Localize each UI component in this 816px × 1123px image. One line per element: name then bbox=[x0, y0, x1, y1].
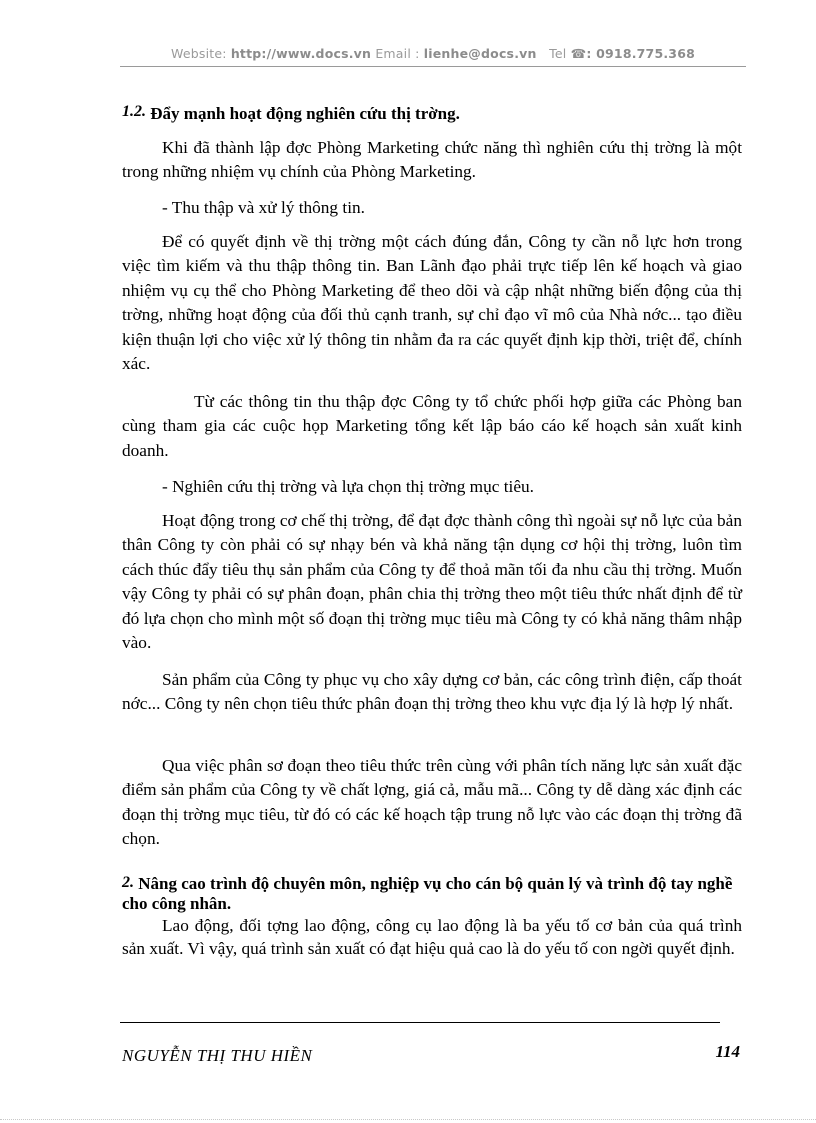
phone-number: : 0918.775.368 bbox=[586, 46, 695, 61]
footer-divider bbox=[120, 1022, 720, 1023]
page-header bbox=[120, 46, 746, 61]
author-name: NGUYỄN THỊ THU HIỀN bbox=[122, 1046, 313, 1065]
section-heading-1 bbox=[122, 104, 460, 124]
email-address[interactable]: lienhe@docs.vn bbox=[423, 46, 537, 61]
section-title: Nâng cao trình độ chuyên môn, nghiệp vụ cho cán bộ quản lý và trình độ tay nghề cho công nhân. bbox=[122, 874, 733, 913]
paragraph: Sản phẩm của Công ty phục vụ cho xây dựng cơ bản, các công trình điện, cấp thoát nớc... Công ty nên chọn tiêu thức phân đoạn thị trờng theo khu vực địa lý là hợp lý nhất. bbox=[122, 670, 742, 714]
website-url[interactable]: http://www.docs.vn bbox=[230, 46, 372, 61]
tel-label: Tel bbox=[549, 46, 567, 61]
paragraph: Qua việc phân sơ đoạn theo tiêu thức trên cùng với phân tích năng lực sản xuất đặc điểm sản phẩm của Công ty về chất lợng, giá cả, mẫu mã... Công ty dễ dàng xác định các đoạn thị trờng mục tiêu, từ đó có các kế hoạch tập trung nỗ lực vào các đoạn thị trờng đã chọn. bbox=[122, 756, 742, 849]
paragraph: Từ các thông tin thu thập đợc Công ty tổ chức phối hợp giữa các Phòng ban cùng tham gia các cuộc họp Marketing tổng kết lập báo cáo kế hoạch sản xuất kinh doanh. bbox=[122, 392, 742, 460]
page-bottom-border bbox=[0, 1119, 816, 1120]
page-number: 114 bbox=[715, 1042, 740, 1061]
paragraph: Để có quyết định về thị trờng một cách đúng đắn, Công ty cần nỗ lực hơn trong việc tìm kiếm và thu thập thông tin. Ban Lãnh đạo phải trực tiếp lên kế hoạch và giao nhiệm vụ cụ thể cho Phòng Marketing để theo dõi và cập nhật những biến động của thị trờng, những hoạt động của đối thủ cạnh tranh, sự chỉ đạo vĩ mô của Nhà nớc... tạo điều kiện thuận lợi cho việc xử lý thông tin nhằm đa ra các quyết định kịp thời, triệt để, chính xác. bbox=[122, 232, 742, 374]
paragraph: Khi đã thành lập đợc Phòng Marketing chức năng thì nghiên cứu thị trờng là một trong những nhiệm vụ chính của Phòng Marketing. bbox=[122, 138, 742, 182]
paragraph: Hoạt động trong cơ chế thị trờng, để đạt đợc thành công thì ngoài sự nỗ lực của bản thân Công ty còn phải có sự nhạy bén và khả năng tận dụng cơ hội thị trờng, luôn tìm cách thúc đẩy tiêu thụ sản phẩm của Công ty để thoả mãn tối đa nhu cầu thị trờng. Muốn vậy Công ty phải có sự phân đoạn, phân chia thị trờng theo một tiêu thức nhất định để từ đó lựa chọn cho mình một số đoạn thị trờng mục tiêu mà Công ty có khả năng thâm nhập vào. bbox=[122, 511, 742, 653]
header-divider bbox=[120, 66, 746, 67]
paragraph: Lao động, đối tợng lao động, công cụ lao động là ba yếu tố cơ bản của quá trình sản xuất. Vì vậy, quá trình sản xuất có đạt hiệu quả cao là do yếu tố con ngời quyết định. bbox=[122, 916, 742, 958]
section-title: Đẩy mạnh hoạt động nghiên cứu thị trờng. bbox=[150, 104, 460, 123]
paragraph: - Nghiên cứu thị trờng và lựa chọn thị trờng mục tiêu. bbox=[162, 477, 534, 496]
paragraph: - Thu thập và xử lý thông tin. bbox=[162, 198, 365, 217]
phone-icon: ☎ bbox=[570, 46, 587, 61]
website-label: Website: bbox=[171, 46, 227, 61]
section-number: 2. bbox=[122, 874, 134, 891]
section-heading-2 bbox=[122, 874, 744, 913]
email-label: Email : bbox=[375, 46, 420, 61]
section-number: 1.2. bbox=[122, 103, 146, 120]
